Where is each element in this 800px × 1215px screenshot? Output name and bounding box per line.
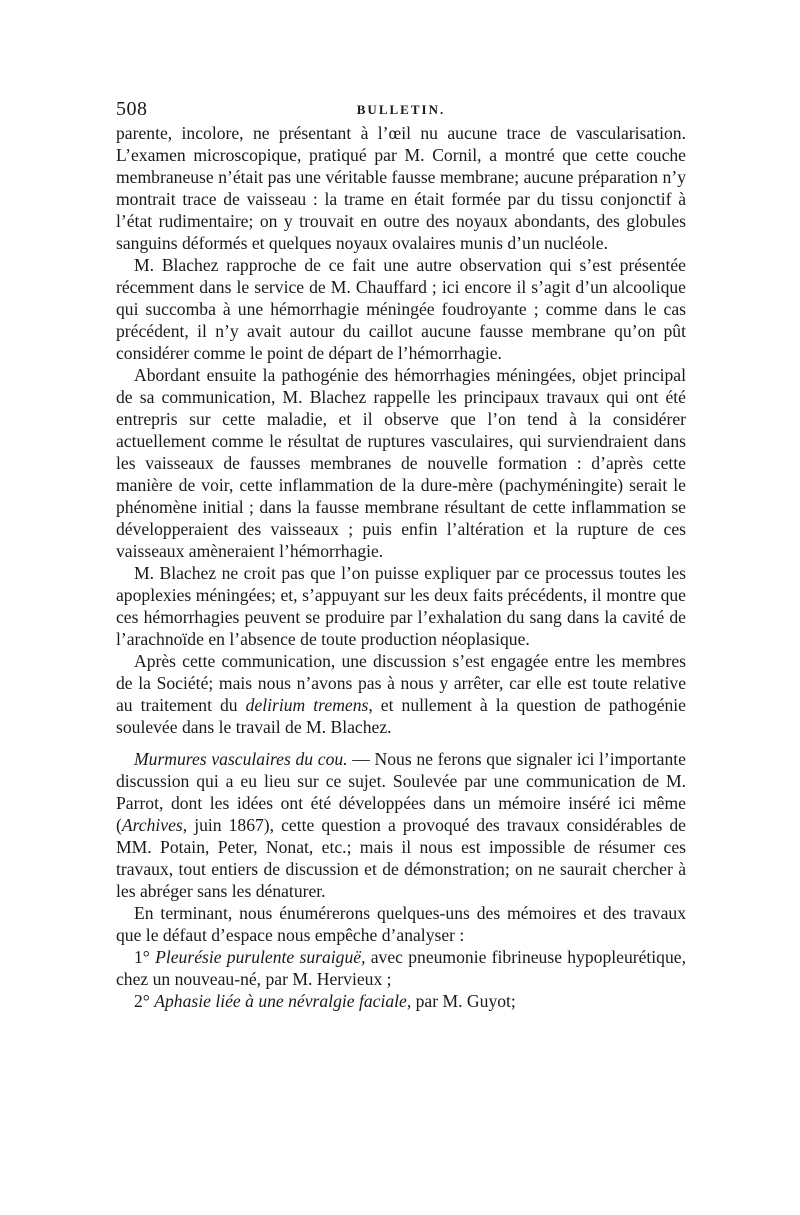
paragraph-5 (116, 650, 686, 738)
page-number: 508 (116, 98, 148, 120)
italic-archives: Archives (121, 815, 183, 835)
paragraph-5-text: Après cette communication, une discussion s’est engagée entre les membres de la Société; mais nous n’avons pas à nous y arrêter, car elle est toute relative au traitement du (116, 651, 686, 715)
list-item-title: Pleurésie purulente suraiguë, (155, 947, 366, 967)
list-item (116, 946, 686, 990)
list-item-number: 2° (134, 991, 150, 1011)
section-paragraph-1 (116, 748, 686, 902)
paragraph-4: M. Blachez ne croit pas que l’on puisse expliquer par ce processus toutes les apoplexies méningées; et, s’appuyant sur les deux faits précédents, il montre que ces hémorrhagies peuvent se produire par l’exhalation du sang dans la cavité de l’arachnoïde en l’absence de toute production néoplasique. (116, 563, 686, 649)
paragraph-5-end: , et nullement à la question de pathogénie soulevée dans le travail de M. Blachez. (116, 695, 686, 737)
paragraph-2: M. Blachez rapproche de ce fait une autre observation qui s’est présentée récemment dans le service de M. Chauffard ; ici encore il s’agit d’un alcoolique qui succomba à une hémorrhagie méningée foudroyante ; comme dans le cas précédent, il n’y avait autour du caillot aucune fausse membrane qu’on pût considérer comme le point de départ de l’hémorrhagie. (116, 255, 686, 363)
list-item (116, 990, 686, 1012)
list-item-number: 1° (134, 947, 150, 967)
body-text (116, 122, 686, 1012)
section-text-b: , juin 1867), cette question a provoqué des travaux considérables de MM. Potain, Peter, Nonat, etc.; mais il nous est impossible de résumer ces travaux, tout entiers de discussion et de démonstration; on ne saurait chercher à les abréger sans les dénaturer. (116, 815, 686, 901)
section-run-in-heading: Murmures vasculaires du cou. (134, 749, 348, 769)
paragraph-1: parente, incolore, ne présentant à l’œil nu aucune trace de vascularisation. L’examen microscopique, pratiqué par M. Cornil, a montré que cette couche membraneuse n’était pas une véritable fausse membrane; aucune préparation n’y montrait trace de vaisseau : la trame en était formée par du tissu conjonctif à l’état rudimentaire; on y trouvait en outre des noyaux abondants, des globules sanguins déformés et quelques noyaux ovalaires munis d’un nucléole. (116, 123, 686, 253)
italic-term-delirium: delirium tremens (245, 695, 369, 715)
running-head: BULLETIN. (356, 102, 446, 117)
list-item-text: par M. Guyot; (411, 991, 516, 1011)
paragraph-3: Abordant ensuite la pathogénie des hémorrhagies méningées, objet principal de sa communication, M. Blachez rappelle les principaux travaux qui ont été entrepris sur cette maladie, et il observe que l’on tend à la considérer actuellement comme le résultat de ruptures vasculaires, qui surviendraient dans les vaisseaux de fausses membranes de nouvelle formation : d’après cette manière de voir, cette inflammation de la dure-mère (pachyméningite) serait le phénomène initial ; dans la fausse membrane résultant de cette inflammation se développeraient des vaisseaux ; puis enfin l’altération et la rupture de ces vaisseaux amèneraient l’hémorrhagie. (116, 365, 686, 561)
list-item-title: Aphasie liée à une névralgie faciale, (154, 991, 412, 1011)
list-item-text: avec pneumonie fibrineuse hypopleurétique, chez un nouveau-né, par M. Hervieux ; (116, 947, 686, 989)
section-text-a: — Nous ne ferons que signaler ici l’importante discussion qui a eu lieu sur ce sujet. Soulevée par une communication de M. Parrot, dont les idées ont été développées dans un mémoire inséré ici même ( (116, 749, 686, 835)
section-paragraph-2: En terminant, nous énumérerons quelques-uns des mémoires et des travaux que le défaut d’espace nous empêche d’analyser : (116, 903, 686, 945)
page-header (116, 98, 686, 122)
